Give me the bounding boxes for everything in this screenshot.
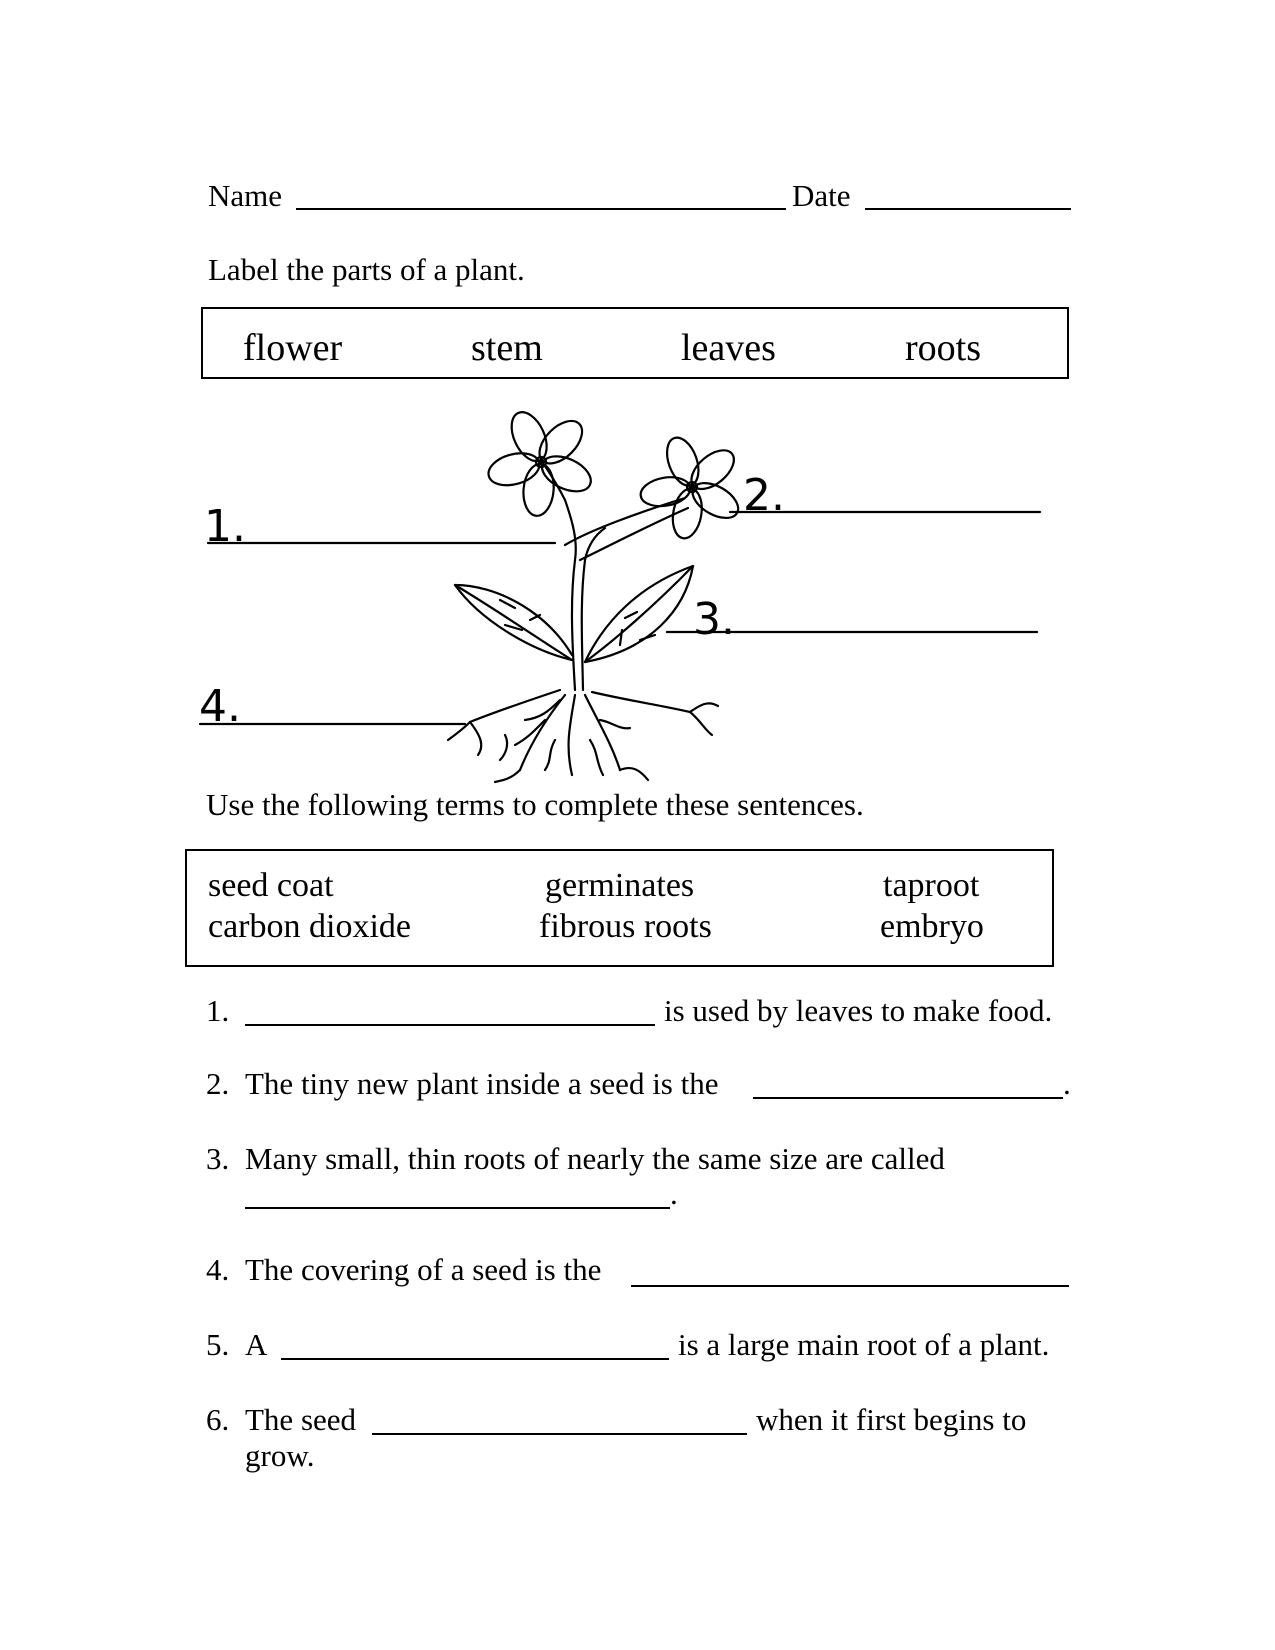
- question-2-answer[interactable]: [753, 1097, 1063, 1099]
- term-embryo: embryo: [880, 908, 984, 945]
- question-3-answer[interactable]: [245, 1207, 670, 1209]
- question-3-text-before: Many small, thin roots of nearly the same size are called: [245, 1141, 945, 1176]
- diagram-label-3: 3.: [693, 594, 735, 645]
- question-5-text-before: A: [245, 1327, 268, 1362]
- term-taproot: taproot: [883, 867, 980, 904]
- terms-word-bank: [185, 849, 1054, 967]
- section1-instruction: Label the parts of a plant.: [208, 252, 525, 287]
- term-carbon-dioxide: carbon dioxide: [208, 908, 411, 945]
- word-leaves: leaves: [681, 327, 776, 369]
- section2-instruction: Use the following terms to complete these sentences.: [206, 787, 864, 822]
- question-2-text-before: The tiny new plant inside a seed is the: [245, 1066, 719, 1101]
- word-roots: roots: [905, 327, 981, 369]
- question-5-answer[interactable]: [281, 1358, 669, 1360]
- question-4-text-before: The covering of a seed is the: [245, 1252, 602, 1287]
- question-4-number: 4.: [206, 1252, 230, 1287]
- question-5-text-after: is a large main root of a plant.: [678, 1327, 1050, 1362]
- word-stem: stem: [471, 327, 543, 369]
- question-6-text-before: The seed: [245, 1402, 357, 1437]
- date-label: Date: [792, 178, 851, 213]
- question-1-text-after: is used by leaves to make food.: [664, 993, 1053, 1028]
- question-2-text-after: .: [1063, 1066, 1071, 1101]
- question-6-text-after: when it first begins to: [756, 1402, 1027, 1437]
- diagram-label-2: 2.: [743, 470, 785, 521]
- word-flower: flower: [243, 327, 343, 369]
- term-seed-coat: seed coat: [208, 867, 334, 904]
- question-6-answer[interactable]: [372, 1433, 747, 1435]
- question-3-text-after: .: [670, 1176, 678, 1211]
- diagram-label-4: 4.: [199, 681, 241, 732]
- question-1-number: 1.: [206, 993, 230, 1028]
- question-5-number: 5.: [206, 1327, 230, 1362]
- term-fibrous-roots: fibrous roots: [539, 908, 712, 945]
- plant-diagram: [0, 0, 1275, 800]
- term-germinates: germinates: [545, 867, 695, 904]
- diagram-label-1: 1.: [204, 501, 246, 552]
- question-2-number: 2.: [206, 1066, 230, 1101]
- question-6-continuation: grow.: [245, 1438, 315, 1473]
- question-4-answer[interactable]: [631, 1285, 1069, 1287]
- question-6-number: 6.: [206, 1402, 230, 1437]
- name-label: Name: [208, 178, 283, 213]
- question-1-answer[interactable]: [245, 1024, 655, 1026]
- question-3-number: 3.: [206, 1141, 230, 1176]
